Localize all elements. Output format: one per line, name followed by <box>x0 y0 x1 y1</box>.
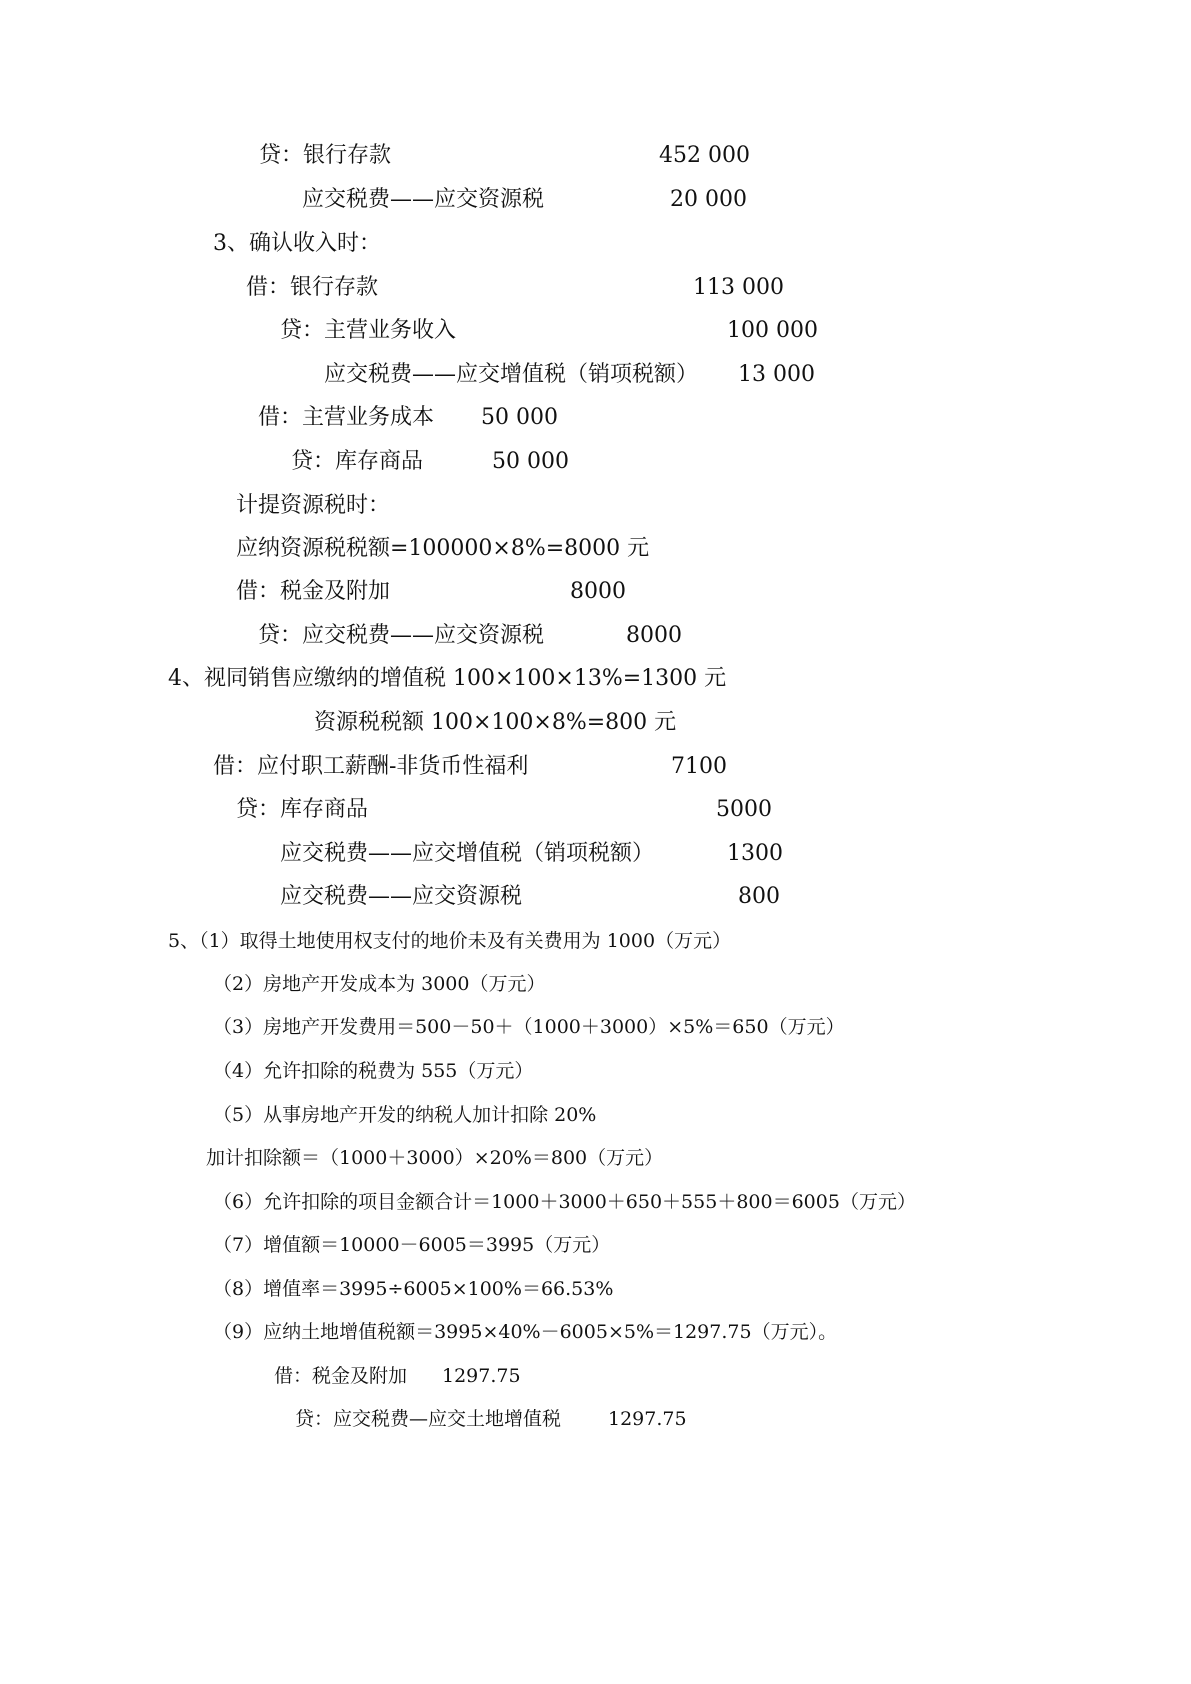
entry-credit-line: 应交税费——应交资源税 <box>280 884 523 909</box>
entry-amount: 8000 <box>570 579 626 604</box>
entry-amount: 100 000 <box>727 318 818 343</box>
calc-line: （5）从事房地产开发的纳税人加计扣除 20% <box>213 1104 597 1126</box>
entry-amount: 7100 <box>671 754 727 779</box>
entry-amount: 20 000 <box>670 187 747 212</box>
entry-debit-line: 借：税金及附加 <box>274 1365 408 1387</box>
entry-credit-line: 贷：应交税费——应交资源税 <box>258 623 545 648</box>
entry-amount: 5000 <box>716 797 772 822</box>
entry-debit-line: 借：主营业务成本 <box>258 405 435 430</box>
note-line: 计提资源税时： <box>236 493 391 518</box>
entry-credit-line: 应交税费——应交资源税 <box>302 187 545 212</box>
entry-amount: 452 000 <box>659 143 750 168</box>
entry-credit-line: 贷：主营业务收入 <box>280 318 457 343</box>
calc-line: （6）允许扣除的项目金额合计＝1000＋3000＋650＋555＋800＝6005（万元） <box>213 1191 916 1213</box>
entry-amount: 113 000 <box>693 275 784 300</box>
calc-line: （3）房地产开发费用＝500－50＋（1000＋3000）×5%＝650（万元） <box>213 1016 845 1038</box>
section-heading: 3、确认收入时： <box>213 231 381 256</box>
calc-line: （8）增值率＝3995÷6005×100%＝66.53% <box>213 1278 614 1300</box>
entry-credit-line: 贷：库存商品 <box>236 797 369 822</box>
entry-credit-line: 应交税费——应交增值税（销项税额） <box>324 362 699 387</box>
entry-debit-line: 借：银行存款 <box>246 275 379 300</box>
entry-amount: 1300 <box>727 841 783 866</box>
calc-line: 加计扣除额＝（1000＋3000）×20%＝800（万元） <box>206 1147 664 1169</box>
entry-amount: 50 000 <box>492 449 569 474</box>
entry-amount: 13 000 <box>738 362 815 387</box>
entry-credit-line: 应交税费——应交增值税（销项税额） <box>280 841 655 866</box>
entry-amount: 50 000 <box>481 405 558 430</box>
entry-debit-line: 借：应付职工薪酬-非货币性福利 <box>213 754 529 779</box>
formula-line: 应纳资源税税额=100000×8%=8000 元 <box>236 536 650 561</box>
entry-amount: 1297.75 <box>442 1365 521 1387</box>
entry-debit-line: 借：税金及附加 <box>236 579 391 604</box>
entry-credit-line: 贷：应交税费—应交土地增值税 <box>295 1408 562 1430</box>
calc-line: （4）允许扣除的税费为 555（万元） <box>213 1060 534 1082</box>
entry-credit-line: 贷：库存商品 <box>291 449 424 474</box>
calc-line: 5、（1）取得土地使用权支付的地价未及有关费用为 1000（万元） <box>168 930 732 952</box>
formula-line: 资源税税额 100×100×8%=800 元 <box>314 710 677 735</box>
entry-amount: 1297.75 <box>608 1408 687 1430</box>
calc-line: （9）应纳土地增值税额＝3995×40%－6005×5%＝1297.75（万元）。 <box>213 1321 838 1343</box>
section-heading: 4、视同销售应缴纳的增值税 100×100×13%=1300 元 <box>168 666 727 691</box>
entry-amount: 800 <box>738 884 780 909</box>
entry-credit-line: 贷：银行存款 <box>259 143 392 168</box>
calc-line: （7）增值额＝10000－6005＝3995（万元） <box>213 1234 611 1256</box>
entry-amount: 8000 <box>626 623 682 648</box>
calc-line: （2）房地产开发成本为 3000（万元） <box>213 973 546 995</box>
